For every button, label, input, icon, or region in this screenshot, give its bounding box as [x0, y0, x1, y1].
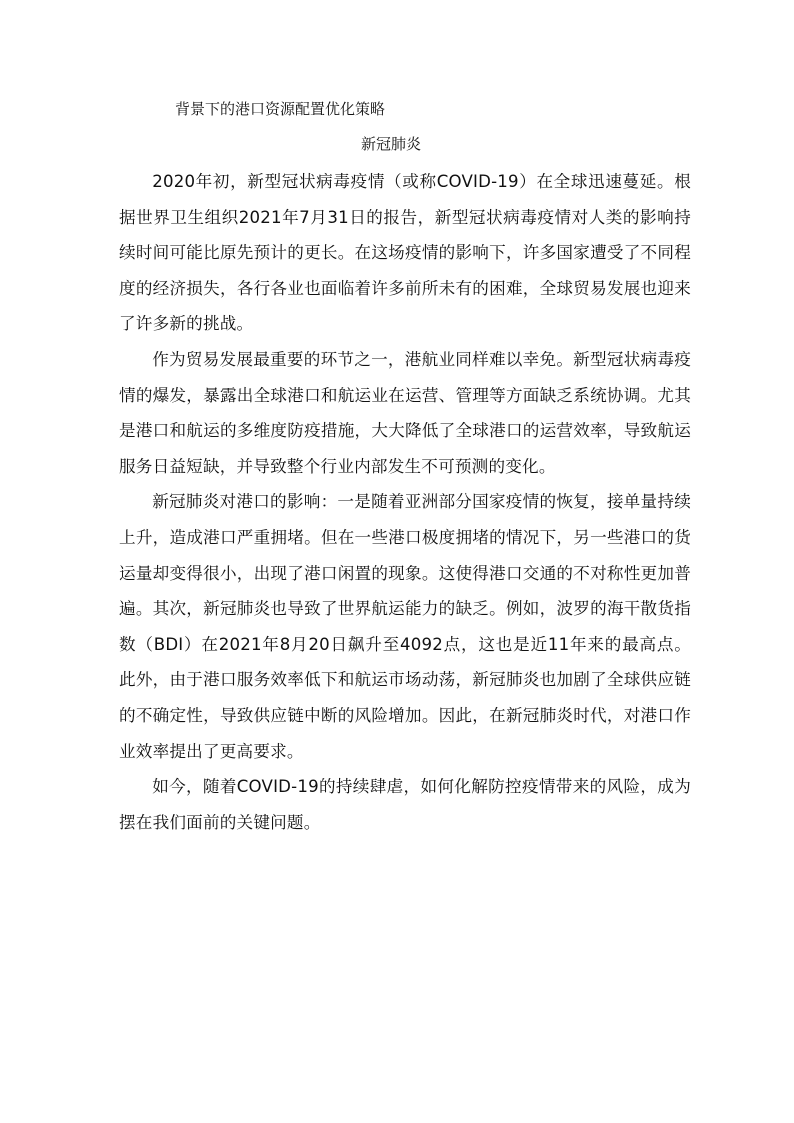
- paragraph: 如今，随着COVID-19的持续肆虐，如何化解防控疫情带来的风险，成为摆在我们面前的关键问题。: [119, 777, 691, 832]
- document-title: 背景下的港口资源配置优化策略: [175, 100, 386, 118]
- paragraph: 2020年初，新型冠状病毒疫情（或称COVID-19）在全球迅速蔓延。根据世界卫生组织2021年7月31日的报告，新型冠状病毒疫情对人类的影响持续时间可能比原先预计的更长。在这场疫情的影响下，许多国家遭受了不同程度的经济损失，各行各业也面临着许多前所未有的困难，全球贸易发展也迎来了许多新的挑战。: [119, 172, 691, 334]
- paragraph: 作为贸易发展最重要的环节之一，港航业同样难以幸免。新型冠状病毒疫情的爆发，暴露出全球港口和航运业在运营、管理等方面缺乏系统协调。尤其是港口和航运的多维度防疫措施，大大降低了全球港口的运营效率，导致航运服务日益短缺，并导致整个行业内部发生不可预测的变化。: [119, 349, 691, 476]
- paragraph: 新冠肺炎对港口的影响：一是随着亚洲部分国家疫情的恢复，接单量持续上升，造成港口严重拥堵。但在一些港口极度拥堵的情况下，另一些港口的货运量却变得很小，出现了港口闲置的现象。这使得港口交通的不对称性更加普遍。其次，新冠肺炎也导致了世界航运能力的缺乏。例如，波罗的海干散货指数（BDI）在2021年8月20日飙升至4092点，这也是近11年来的最高点。此外，由于港口服务效率低下和航运市场动荡，新冠肺炎也加剧了全球供应链的不确定性，导致供应链中断的风险增加。因此，在新冠肺炎时代，对港口作业效率提出了更高要求。: [119, 492, 691, 761]
- document-subtitle: 新冠肺炎: [361, 135, 422, 153]
- document-body: [119, 164, 691, 840]
